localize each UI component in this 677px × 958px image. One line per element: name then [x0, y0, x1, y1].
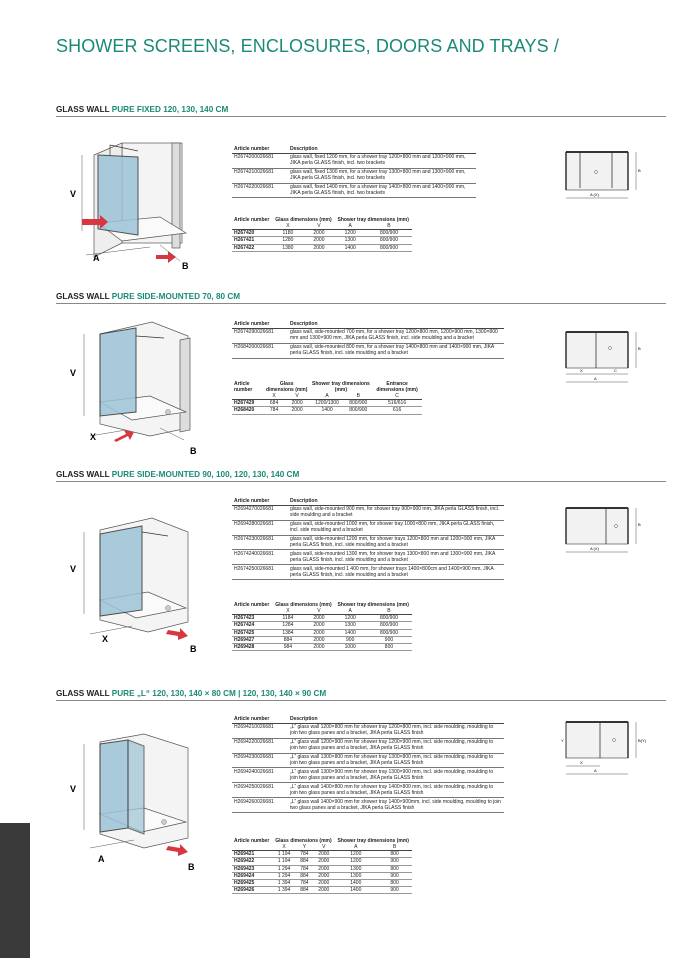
label-b: B: [190, 644, 197, 654]
svg-text:B(Y): B(Y): [638, 738, 646, 743]
svg-text:C: C: [614, 368, 617, 373]
table-row: H2694250026681 „L“ glass wall 1400×800 mm for shower tray 1400×800 mm, incl. side moulding, moulding to join two glass panes and a bracket, JIKA perla GLASS finish: [232, 783, 504, 798]
svg-text:A (X): A (X): [590, 192, 599, 197]
plan-view-side-70-80: [560, 328, 645, 386]
shower-illustration-pure-l: [60, 730, 200, 875]
description-table-pure-l: Article number Description H2694210026681 „L“ glass wall 1200×800 mm for shower tray 1200×800 mm, incl. side moulding, moulding to join two glass panes and a bracket, JIKA perla GLASS finish H2694220026681 „L“ glass wall 1200×900 mm for shower tray 1200×900 mm, incl. side moulding, moulding to join two glass panes and a bracket, JIKA perla GLASS finish H2694230026681 „L“ glass wall 1300×800 mm for shower tray 1300×800 mm, incl. side moulding, moulding to join two glass panes and a bracket, JIKA perla GLASS finish H2694240026681 „L“ glass wall 1300×900 mm for shower tray 1300×900 mm, incl. side moulding, moulding to join two glass panes and a bracket, JIKA perla GLASS finish H2694250026681 „L“ glass wall 1400×800 mm for shower tray 1400×800 mm, incl. side moulding, moulding to join two glass panes and a bracket, JIKA perla GLASS finish H2694260026681 „L“ glass wall 1400×900 mm for shower tray 1400×900mm, incl. side moulding, moulding to join two glass panes and a bracket, JIKA perla GLASS finish: [232, 715, 504, 813]
label-v: V: [70, 564, 77, 574]
table-row: H2674290026681 glass wall, side-mounted 700 mm, for a shower tray 1200×800 mm, 1200×900 mm, 1300×800 mm and 1300×900 mm, JIKA perla GLASS finish, incl. side moulding and a bracket: [232, 328, 504, 343]
table-row: H269428 984 2000 1000 800: [232, 644, 412, 651]
table-row: H2674240026681 glass wall, side-mounted 1300 mm, for shower trays 1300×800 mm and 1300×900 mm, JIKA perla GLASS finish, incl. side moulding and a bracket: [232, 550, 504, 565]
table-row: H269425 1 394 784 2000 1400 800: [232, 880, 412, 887]
description-table-side-90-140: Article number Description H2694270026681 glass wall, side-mounted 900 mm, for shower tray 900×900 mm, JIKA perla GLASS finish, incl. side moulding and a bracket H2694280026681 glass wall, side-mounted 1000 mm, for shower tray 1000×800 mm, JIKA perla GLASS finish, incl. side moulding and a bracket H2674230026681 glass wall, side-mounted 1200 mm, for shower trays 1200×800 mm and 1200×900 mm, JIKA perla GLASS finish, incl. side moulding and a bracket H2674240026681 glass wall, side-mounted 1300 mm, for shower trays 1300×800 mm and 1300×900 mm, JIKA perla GLASS finish, incl. side moulding and a bracket H2674250026681 glass wall, side-mounted 1 400 mm, for shower trays 1400×800cm and 1400×900 mm, JIKA perla GLASS finish, incl. side moulding and a bracket: [232, 497, 504, 580]
svg-text:A: A: [594, 376, 597, 381]
table-row: H268420 784 2000 1400 800/900 616: [232, 407, 422, 414]
table-row: H267423 1184 2000 1200 800/900: [232, 615, 412, 622]
description-table-fixed: Article number Description H2674200026681 glass wall, fixed 1200 mm, for a shower tray 1200×800 mm and 1200×900 mm, JIKA perla GLASS finish, incl. two brackets H2674210026681 glass wall, fixed 1300 mm, for a shower tray 1300×800 mm and 1300×900 mm, JIKA perla GLASS finish, incl. two brackets H2674220026681 glass wall, fixed 1400 mm, for a shower tray 1400×800 mm and 1400×900 mm, JIKA perla GLASS finish, incl. two brackets: [232, 145, 476, 198]
table-row: H2694280026681 glass wall, side-mounted 1000 mm, for shower tray 1000×800 mm, JIKA perla GLASS finish, incl. side moulding and a bracket: [232, 520, 504, 535]
svg-text:B: B: [638, 522, 641, 527]
section-heading-pure-fixed: GLASS WALL PURE FIXED 120, 130, 140 CM: [56, 105, 229, 114]
table-row: H269426 1 394 884 2000 1400 900: [232, 887, 412, 894]
svg-text:Y: Y: [561, 738, 564, 743]
table-row: H269423 1 294 784 2000 1300 800: [232, 865, 412, 872]
page-edge-tab: [0, 823, 30, 958]
plan-view-side-90-140: [560, 504, 645, 560]
label-a: A: [98, 854, 105, 864]
table-row: H2694220026681 „L“ glass wall 1200×900 mm for shower tray 1200×900 mm, incl. side moulding, moulding to join two glass panes and a bracket, JIKA perla GLASS finish: [232, 738, 504, 753]
label-b: B: [188, 862, 195, 872]
label-x: X: [90, 432, 97, 442]
label-a: A: [93, 253, 100, 263]
table-row: H267425 1384 2000 1400 800/900: [232, 629, 412, 636]
section-divider: [56, 116, 666, 117]
label-v: V: [70, 368, 77, 378]
table-row: H267421 1280 2000 1300 800/900: [232, 237, 412, 244]
label-b: B: [190, 446, 197, 456]
table-row: H267424 1284 2000 1300 800/900: [232, 622, 412, 629]
label-v: V: [70, 784, 77, 794]
table-row: H2694230026681 „L“ glass wall 1300×800 mm for shower tray 1300×800 mm, incl. side moulding, moulding to join two glass panes and a bracket, JIKA perla GLASS finish: [232, 753, 504, 768]
table-row: H2694260026681 „L“ glass wall 1400×900 mm for shower tray 1400×900mm, incl. side moulding, moulding to join two glass panes and a bracket, JIKA perla GLASS finish: [232, 798, 504, 813]
label-v: V: [70, 189, 77, 199]
label-b: B: [182, 261, 189, 271]
table-row: H267429 684 2000 1200/1300 800/900 516/616: [232, 400, 422, 407]
plan-view-fixed: [560, 148, 645, 204]
section-heading-pure-l: GLASS WALL PURE „L“ 120, 130, 140 × 80 CM | 120, 130, 140 × 90 CM: [56, 689, 327, 698]
svg-text:X: X: [580, 368, 583, 373]
plan-view-pure-l: [560, 718, 645, 780]
dimensions-table-fixed: Article number Glass dimensions (mm) Shower tray dimensions (mm) X V A B H267420 1180 2000 1200 800/900 H267421 1280 2000 1300 800/900 H267422 1380 2000 1400 800/900: [232, 217, 412, 252]
svg-text:A: A: [594, 768, 597, 773]
table-row: H267420 1180 2000 1200 800/900: [232, 230, 412, 237]
section-heading-side-70-80: GLASS WALL PURE SIDE-MOUNTED 70, 80 CM: [56, 292, 241, 301]
label-x: X: [102, 634, 109, 644]
table-row: H269422 1 194 884 2000 1200 900: [232, 858, 412, 865]
svg-text:A (X): A (X): [590, 546, 599, 551]
description-table-side-70-80: Article number Description H2674290026681 glass wall, side-mounted 700 mm, for a shower tray 1200×800 mm, 1200×900 mm, 1300×800 mm and 1300×900 mm, JIKA perla GLASS finish, incl. side moulding and a bracket H2684200026681 glass wall, side-mounted 800 mm, for a shower tray 1400×800 mm and 1400×900 mm, JIKA perla GLASS finish, incl. side moulding and a bracket: [232, 320, 504, 359]
table-row: H2684200026681 glass wall, side-mounted 800 mm, for a shower tray 1400×800 mm and 1400×900 mm, JIKA perla GLASS finish, incl. side moulding and a bracket: [232, 343, 504, 358]
table-row: H269421 1 194 784 2000 1200 800: [232, 851, 412, 858]
section-divider: [56, 481, 666, 482]
section-divider: [56, 303, 666, 304]
table-row: H2694210026681 „L“ glass wall 1200×800 mm for shower tray 1200×800 mm, incl. side moulding, moulding to join two glass panes and a bracket, JIKA perla GLASS finish: [232, 723, 504, 738]
table-row: H2674250026681 glass wall, side-mounted 1 400 mm, for shower trays 1400×800cm and 1400×900 mm, JIKA perla GLASS finish, incl. side moulding and a bracket: [232, 565, 504, 580]
svg-text:B: B: [638, 168, 641, 173]
table-row: H2694270026681 glass wall, side-mounted 900 mm, for shower tray 900×900 mm, JIKA perla GLASS finish, incl. side moulding and a bracket: [232, 505, 504, 520]
svg-text:B: B: [638, 346, 641, 351]
table-row: H2674200026681 glass wall, fixed 1200 mm, for a shower tray 1200×800 mm and 1200×900 mm, JIKA perla GLASS finish, incl. two brackets: [232, 153, 476, 168]
table-row: H2674210026681 glass wall, fixed 1300 mm, for a shower tray 1300×800 mm and 1300×900 mm, JIKA perla GLASS finish, incl. two brackets: [232, 168, 476, 183]
table-row: H269424 1 294 884 2000 1300 900: [232, 872, 412, 879]
shower-illustration-fixed: [60, 135, 200, 270]
shower-illustration-side-70-80: [60, 316, 200, 456]
section-heading-side-90-140: GLASS WALL PURE SIDE-MOUNTED 90, 100, 120, 130, 140 CM: [56, 470, 300, 479]
dimensions-table-side-70-80: Article number Glass dimensions (mm) Shower tray dimensions (mm) Entrance dimensions (mm) X V A B C H267429 684 2000 1200/1300 800/900 516/616 H268420 784 2000 1400 800/900 616: [232, 381, 422, 415]
section-divider: [56, 700, 666, 701]
dimensions-table-side-90-140: Article number Glass dimensions (mm) Shower tray dimensions (mm) X V A B H267423 1184 2000 1200 800/900 H267424 1284 2000 1300 800/900 H267425 1384 2000 1400 800/900 H269427 884 2000 900 900 H269428 984 2000 1000 800: [232, 602, 412, 651]
page-title: SHOWER SCREENS, ENCLOSURES, DOORS AND TRAYS /: [56, 36, 559, 56]
svg-text:X: X: [580, 760, 583, 765]
table-row: H2674220026681 glass wall, fixed 1400 mm, for a shower tray 1400×800 mm and 1400×900 mm, JIKA perla GLASS finish, incl. two brackets: [232, 183, 476, 198]
table-row: H267422 1380 2000 1400 800/900: [232, 244, 412, 251]
table-row: H2674230026681 glass wall, side-mounted 1200 mm, for shower trays 1200×800 mm and 1200×900 mm, JIKA perla GLASS finish, incl. side moulding and a bracket: [232, 535, 504, 550]
table-row: H2694240026681 „L“ glass wall 1300×900 mm for shower tray 1300×900 mm, incl. side moulding, moulding to join two glass panes and a bracket, JIKA perla GLASS finish: [232, 768, 504, 783]
dimensions-table-pure-l: Article number Glass dimensions (mm) Shower tray dimensions (mm) X Y V A B H269421 1 194 784 2000 1200 800 H269422 1 194 884 2000 1200 900 H269423 1 294 784 2000 1300 800 H269424 1 294 884 2000 1300 900 H269425 1 394 784 2000 1400 800 H269426 1 394 884 2000 1400 900: [232, 838, 412, 894]
shower-illustration-side-90-140: [60, 510, 200, 655]
table-row: H269427 884 2000 900 900: [232, 636, 412, 643]
